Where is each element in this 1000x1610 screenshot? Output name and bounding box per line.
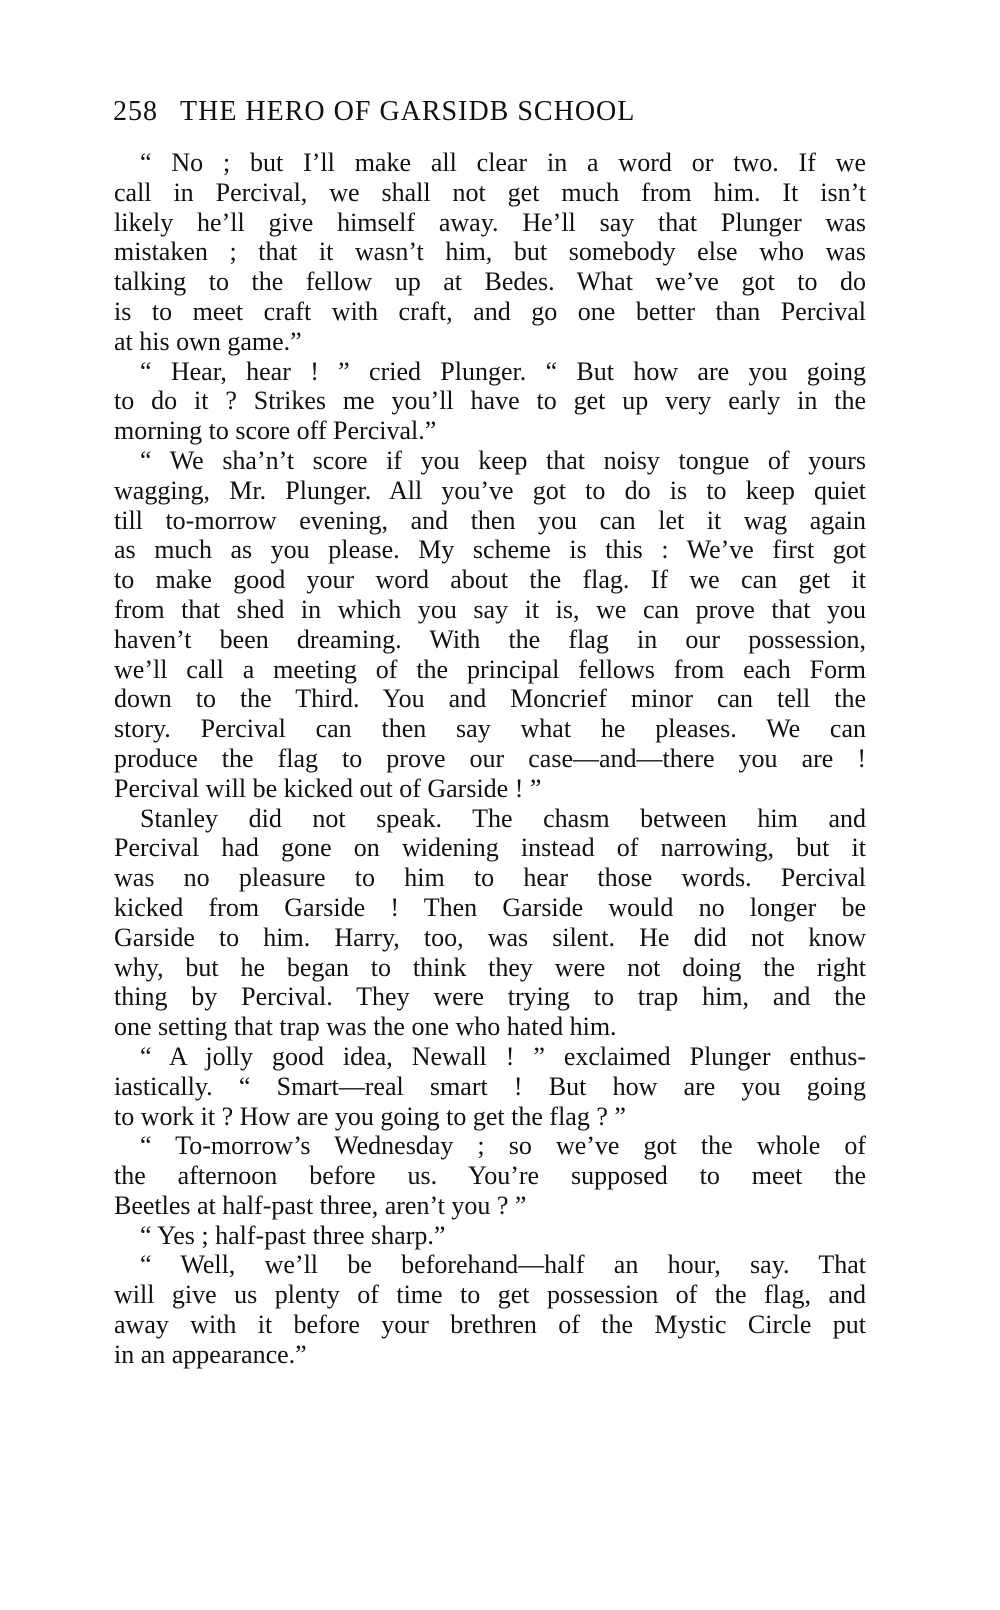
text-line: wagging, Mr. Plunger. All you’ve got to do is to keep quiet xyxy=(114,475,866,505)
text-line: call in Percival, we shall not get much from him. It isn’t xyxy=(114,177,866,207)
paragraph xyxy=(114,357,866,446)
text-line: to do it ? Strikes me you’ll have to get up very early in the xyxy=(114,386,866,416)
text-line: Stanley did not speak. The chasm between him and xyxy=(140,803,866,833)
running-title: THE HERO OF GARSIDB SCHOOL xyxy=(180,96,636,127)
paragraph xyxy=(114,148,866,357)
text-line: to make good your word about the flag. If we can get it xyxy=(114,565,866,595)
text-line: one setting that trap was the one who hated him. xyxy=(114,1012,617,1042)
text-line: “ We sha’n’t score if you keep that noisy tongue of yours xyxy=(140,445,866,475)
text-line: “ Well, we’ll be beforehand—half an hour, say. That xyxy=(140,1250,866,1280)
text-line: story. Percival can then say what he pleases. We can xyxy=(114,714,866,744)
text-line: “ To-morrow’s Wednesday ; so we’ve got the whole of xyxy=(140,1131,866,1161)
paragraph xyxy=(114,1221,866,1251)
text-line: in an appearance.” xyxy=(114,1339,307,1369)
text-line: haven’t been dreaming. With the flag in our possession, xyxy=(114,624,866,654)
text-line: Percival had gone on widening instead of narrowing, but it xyxy=(114,833,866,863)
text-line: down to the Third. You and Moncrief minor can tell the xyxy=(114,684,866,714)
text-line: morning to score off Percival.” xyxy=(114,416,437,446)
text-line: is to meet craft with craft, and go one better than Percival xyxy=(114,296,866,326)
text-line: “ A jolly good idea, Newall ! ” exclaimed Plunger enthus- xyxy=(140,1041,866,1071)
text-line: was no pleasure to him to hear those words. Percival xyxy=(114,863,866,893)
paragraph xyxy=(114,446,866,804)
text-line: why, but he began to think they were not doing the right xyxy=(114,952,866,982)
text-line: we’ll call a meeting of the principal fellows from each Form xyxy=(114,654,866,684)
text-line: away with it before your brethren of the Mystic Circle put xyxy=(114,1310,866,1340)
text-line: at his own game.” xyxy=(114,326,302,356)
text-line: Beetles at half-past three, aren’t you ? ” xyxy=(114,1190,527,1220)
text-line: as much as you please. My scheme is this : We’ve first got xyxy=(114,535,866,565)
text-line: will give us plenty of time to get possession of the flag, and xyxy=(114,1280,866,1310)
text-line: till to-morrow evening, and then you can let it wag again xyxy=(114,505,866,535)
text-line: talking to the fellow up at Bedes. What we’ve got to do xyxy=(114,267,866,297)
text-line: “ Hear, hear ! ” cried Plunger. “ But how are you going xyxy=(140,356,866,386)
text-line: Percival will be kicked out of Garside ! ” xyxy=(114,773,542,803)
text-line: iastically. “ Smart—real smart ! But how are you going xyxy=(114,1071,866,1101)
page-number: 258 xyxy=(113,96,158,127)
text-line: from that shed in which you say it is, we can prove that you xyxy=(114,594,866,624)
running-head xyxy=(113,96,873,128)
paragraph xyxy=(114,1042,866,1131)
text-line: “ Yes ; half-past three sharp.” xyxy=(140,1220,446,1250)
paragraph xyxy=(114,804,866,1042)
paragraph xyxy=(114,1131,866,1220)
text-line: “ No ; but I’ll make all clear in a word or two. If we xyxy=(140,148,866,177)
body-text xyxy=(114,148,866,1370)
text-line: mistaken ; that it wasn’t him, but somebody else who was xyxy=(114,237,866,267)
paragraph xyxy=(114,1250,866,1369)
text-line: thing by Percival. They were trying to trap him, and the xyxy=(114,982,866,1012)
text-line: produce the flag to prove our case—and—there you are ! xyxy=(114,743,866,773)
text-line: Garside to him. Harry, too, was silent. He did not know xyxy=(114,922,866,952)
text-line: the afternoon before us. You’re supposed to meet the xyxy=(114,1161,866,1191)
text-line: likely he’ll give himself away. He’ll say that Plunger was xyxy=(114,207,866,237)
text-line: kicked from Garside ! Then Garside would no longer be xyxy=(114,892,866,922)
text-line: to work it ? How are you going to get the flag ? ” xyxy=(114,1101,626,1131)
